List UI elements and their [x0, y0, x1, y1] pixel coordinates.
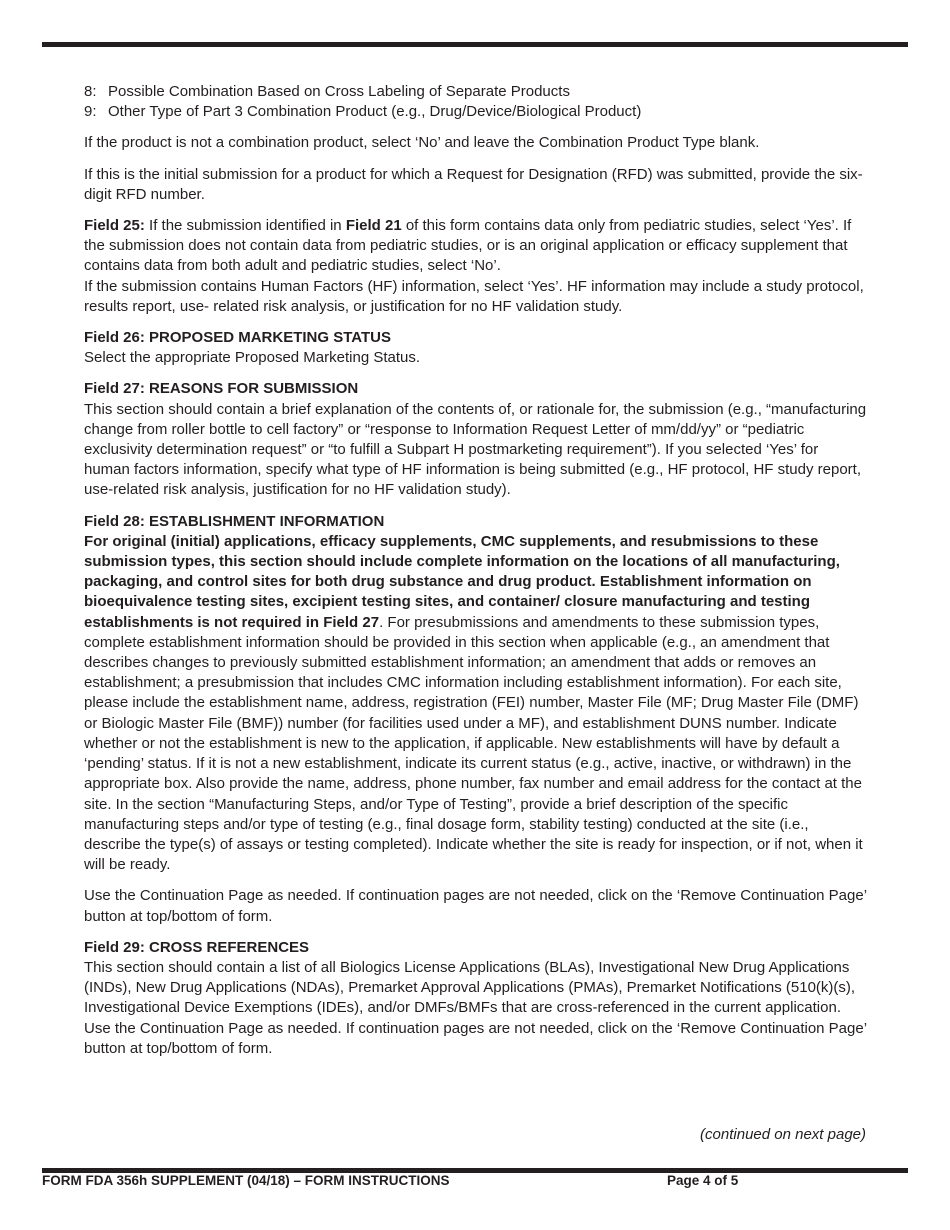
- field27-heading: Field 27: REASONS FOR SUBMISSION: [84, 380, 359, 398]
- field25-label: Field 25:: [84, 217, 145, 235]
- field26-body: Select the appropriate Proposed Marketing Status.: [84, 349, 421, 367]
- list-item-text: Other Type of Part 3 Combination Product (e.g., Drug/Device/Biological Product): [108, 103, 642, 121]
- field29-body: This section should contain a list of all Biologics License Applications (BLAs), Investigational New Drug Applications (INDs), New Drug Applications (NDAs), Premarket Approval Applications (PMAs), Premarket Notifications (510(k)(s), Investigational Device Exemptions (IDEs), and/or DMFs/BMFs that are cross-referenced in the current application. Use the Continuation Page as needed. If continuation pages are not needed, click on the ‘Remove Continuation Page’ button at top/bottom of form.: [84, 958, 867, 1057]
- field27-body: This section should contain a brief explanation of the contents of, or rationale for, the submission (e.g., “manufacturing change from roller bottle to cell factory” or “response to Information Request Letter of mm/dd/yy” or “pediatric exclusivity determination request” or “to fulfill a Subpart H postmarketing requirement”). If you selected ‘Yes’ for human factors information, specify what type of HF information is being submitted (e.g., HF protocol, HF study report, use-related risk analysis, justification for no HF validation study).: [84, 400, 867, 499]
- list-item: [84, 82, 868, 102]
- continued-note: (continued on next page): [700, 1126, 866, 1143]
- rfd-paragraph: If this is the initial submission for a product for which a Request for Designation (RFD) was submitted, provide the six-digit RFD number.: [84, 165, 863, 203]
- instructions-body: [84, 82, 868, 1059]
- field28-heading: Field 28: ESTABLISHMENT INFORMATION: [84, 512, 385, 530]
- field25-text-1: If the submission identified in: [144, 217, 346, 235]
- top-rule: [42, 42, 908, 47]
- list-item-text: Possible Combination Based on Cross Labeling of Separate Products: [108, 83, 570, 100]
- field28-continuation-note: Use the Continuation Page as needed. If continuation pages are not needed, click on the ‘Remove Continuation Page’ button at top/bottom of form.: [84, 887, 867, 925]
- field29-heading: Field 29: CROSS REFERENCES: [84, 938, 310, 956]
- field28-body: [84, 532, 868, 875]
- combination-type-list: [84, 82, 868, 122]
- field26-heading: Field 26: PROPOSED MARKETING STATUS: [84, 329, 391, 347]
- footer-page-number: Page 4 of 5: [667, 1173, 739, 1188]
- field28-bold-text: For original (initial) applications, efficacy supplements, CMC supplements, and resubmissions to these submission types, this section should include complete information on the locations of all manufacturing, packaging, and control sites for both drug substance and drug product. Establishment information on bioequivalence testing sites, excipient testing sites, and container/ closure manufacturing and testing establishments is not required in Field 27: [84, 532, 840, 631]
- not-combination-paragraph: If the product is not a combination product, select ‘No’ and leave the Combination Product Type blank.: [84, 134, 760, 152]
- field28-body-text: . For presubmissions and amendments to these submission types, complete establishment information should be provided in this section when applicable (e.g., an amendment that describes changes to previously submitted establishment information; an amendment that adds or removes an establishment; a presubmission that includes CMC information including establishment information). For each site, please include the establishment name, address, registration (FEI) number, Master File (MF; Drug Master File (DMF) or Biologic Master File (BMF)) number (for facilities used under a MF), and establishment DUNS number. Indicate whether or not the establishment is new to the application, if applicable. New establishments will have by default a ‘pending’ status. If it is not a new establishment, indicate its current status (e.g., active, inactive, or withdrawn) in the appropriate box. Also provide the name, address, phone number, fax number and email address for the contact at the site. In the section “Manufacturing Steps, and/or Type of Testing”, provide a brief description of the specific manufacturing steps and/or type of testing (e.g., final dosage form, stability testing) conducted at the site (i.e., describe the type(s) of assays or testing completed). Indicate whether the site is ready for inspection, or if not, when it will be ready.: [84, 613, 863, 874]
- field25-text-2: of this form contains data only from pediatric studies, select ‘Yes’. If the submission does not contain data from pediatric studies, or is an original application or efficacy supplement that contains data from both adult and pediatric studies, select ‘No’.: [84, 217, 852, 275]
- footer-form-title: FORM FDA 356h SUPPLEMENT (04/18) – FORM INSTRUCTIONS: [42, 1173, 450, 1188]
- list-item-number: 8:: [84, 83, 97, 100]
- field21-reference: Field 21: [345, 217, 402, 235]
- field25-paragraph: [84, 216, 868, 277]
- list-item-number: 9:: [84, 103, 97, 121]
- field25-hf-paragraph: If the submission contains Human Factors (HF) information, select ‘Yes’. HF information may include a study protocol, results report, use- related risk analysis, or justification for no HF validation study.: [84, 277, 864, 315]
- list-item: [84, 102, 868, 122]
